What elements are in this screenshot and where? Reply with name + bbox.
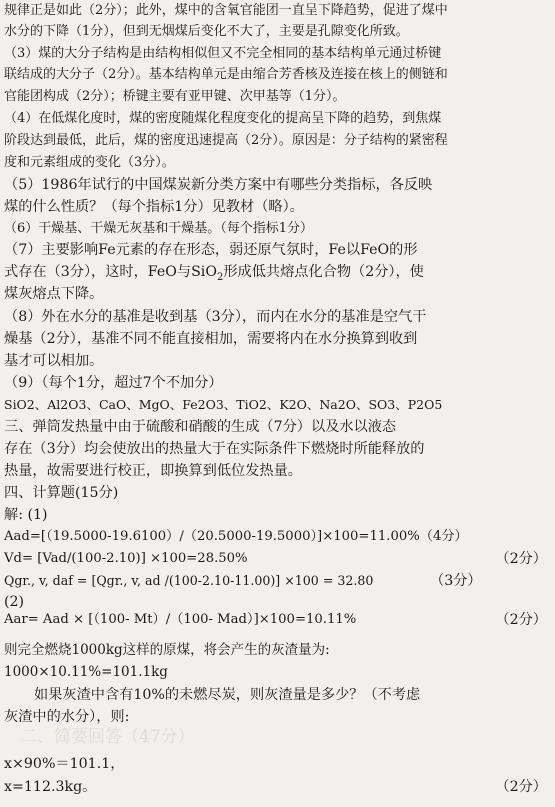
text-line: (2) <box>4 594 25 610</box>
text-line: 灰渣中的水分），则: <box>4 709 130 725</box>
bleed-through-heading: 二、简要回答（47分） <box>20 727 195 747</box>
text-line: 解: (1) <box>4 507 48 523</box>
text-line: 规律正是如此（2分）；此外，煤中的含氧官能团一直呈下降趋势，促进了煤中 <box>4 3 448 18</box>
text-line: 三、弹筒发热量中由于硫酸和硝酸的生成（7分）以及水以液态 <box>4 419 397 435</box>
text-line <box>4 264 424 283</box>
text-line: （5）1986年试行的中国煤炭新分类方案中有哪些分类指标，各反映 <box>4 177 433 193</box>
formula-line: Aar= Aad × [（100- Mt）/（100- Mad）]×100=10.11% <box>4 612 357 627</box>
score-label: （3分） <box>430 573 482 589</box>
text-line: （8）外在水分的基准是收到基（3分），而内在水分的基准是空气干 <box>4 309 427 325</box>
text-line: 煤灰熔点下降。 <box>4 286 104 302</box>
formula-line: 1000×10.11%=101.1kg <box>4 664 168 680</box>
text-line: 联结成的大分子（2分）。基本结构单元是由缩合芳香核及连接在核上的侧链和 <box>4 67 448 82</box>
text-line: 存在（3分）均会使放出的热量大于在实际条件下燃烧时所能释放的 <box>4 441 425 457</box>
text-line: （4）在低煤化度时，煤的密度随煤化程度变化的提高呈下降的趋势，到焦煤 <box>4 111 442 126</box>
section-heading: 四、计算题(15分) <box>4 485 119 501</box>
text-line: （6）干燥基、干燥无灰基和干燥基。（每个指标1分） <box>4 221 314 236</box>
oxide-list: SiO2、Al2O3、CaO、MgO、Fe2O3、TiO2、K2O、Na2O、SO3、P2O5 <box>4 397 443 412</box>
text-line: 煤的什么性质？（每个指标1分）见教材（略）。 <box>4 199 304 215</box>
formula-line: Aad=[（19.5000-19.6100）/（20.5000-19.5000）]×100=11.00%（4分） <box>4 529 468 544</box>
formula-line: Qgr., v, daf = [Qgr., v, ad /(100-2.10-11.00)] ×100 = 32.80 <box>4 573 374 588</box>
formula-line: Vd= [Vad/(100-2.10)] ×100=28.50% <box>4 551 248 566</box>
text-line: 水分的下降（1分），但到无烟煤后变化不大了，主要是孔隙变化所致。 <box>4 24 409 39</box>
text-line: 则完全燃烧1000kg这样的原煤，将会产生的灰渣量为: <box>4 642 330 658</box>
text-line: 燥基（2分），基准不同不能直接相加，需要将内在水分换算到收到 <box>4 331 418 347</box>
text-line: 官能团构成（2分）；桥键主要有亚甲键、次甲基等（1分）。 <box>4 89 346 104</box>
text-run: 形成低共熔点化合物（2分），使 <box>223 264 424 280</box>
formula-line: x=112.3kg。 <box>4 779 97 795</box>
subscript: 2 <box>216 271 224 283</box>
text-line: （3）煤的大分子结构是由结构相似但又不完全相同的基本结构单元通过桥键 <box>4 46 442 61</box>
score-label: （2分） <box>495 551 547 567</box>
score-label: （2分） <box>495 779 547 795</box>
text-line: 基才可以相加。 <box>4 353 104 369</box>
formula-line: x×90%＝101.1， <box>4 756 125 772</box>
text-line: 度和元素组成的变化（3分）。 <box>4 155 175 170</box>
text-line: （7）主要影响Fe元素的存在形态，弱还原气氛时，Fe以FeO的形 <box>4 242 418 258</box>
text-run: 式存在（3分），这时，FeO与SiO <box>4 264 217 280</box>
text-line: 热量，故需要进行校正，即换算到低位发热量。 <box>4 463 302 479</box>
text-line: 阶段达到最低，此后，煤的密度迅速提高（2分）。原因是：分子结构的紧密程 <box>4 133 448 148</box>
text-line: 如果灰渣中含有10%的未燃尽炭，则灰渣量是多少？（不考虑 <box>34 687 421 703</box>
score-label: （2分） <box>495 612 547 628</box>
text-line: （9）（每个1分，超过7个不加分） <box>4 375 223 391</box>
